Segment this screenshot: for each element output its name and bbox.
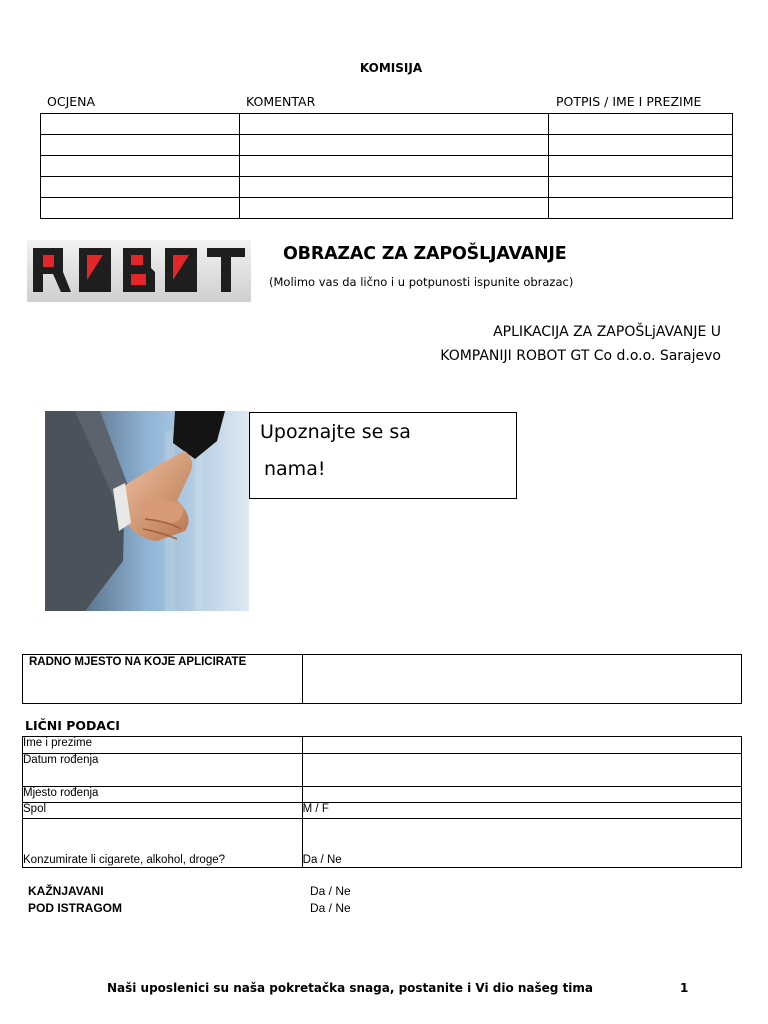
potpis-cell[interactable] (549, 198, 733, 219)
column-header-ocjena: OCJENA (47, 94, 96, 109)
table-row (23, 819, 742, 868)
form-title: OBRAZAC ZA ZAPOŠLJAVANJE (283, 244, 567, 264)
row-label: Mjesto rođenja (23, 787, 303, 803)
table-row (41, 198, 733, 219)
form-subtitle: (Molimo vas da lično i u potpunosti ispunite obrazac) (269, 275, 574, 289)
komentar-cell[interactable] (239, 114, 549, 135)
table-row (23, 787, 742, 803)
mjesto-rodjenja-input[interactable] (302, 787, 741, 803)
column-header-komentar: KOMENTAR (246, 94, 316, 109)
spol-value[interactable]: M / F (302, 803, 741, 819)
ocjena-cell[interactable] (41, 177, 240, 198)
application-line-2: KOMPANIJI ROBOT GT Co d.o.o. Sarajevo (440, 348, 721, 364)
table-row (23, 754, 742, 787)
table-row (41, 114, 733, 135)
potpis-cell[interactable] (549, 156, 733, 177)
robot-logo (27, 240, 251, 302)
radno-mjesto-table (22, 654, 742, 704)
komisija-title: KOMISIJA (359, 61, 423, 75)
radno-mjesto-input[interactable] (302, 655, 741, 704)
row-label: Spol (23, 803, 303, 819)
table-row (23, 803, 742, 819)
handshake-image (45, 411, 249, 611)
table-row (41, 177, 733, 198)
pod-istragom-value[interactable]: Da / Ne (310, 901, 351, 915)
potpis-cell[interactable] (549, 114, 733, 135)
ocjena-cell[interactable] (41, 198, 240, 219)
komentar-cell[interactable] (239, 135, 549, 156)
kaznjavani-label: KAŽNJAVANI (28, 884, 104, 898)
potpis-cell[interactable] (549, 177, 733, 198)
ime-prezime-input[interactable] (302, 737, 741, 754)
komentar-cell[interactable] (239, 156, 549, 177)
komentar-cell[interactable] (239, 198, 549, 219)
table-row (23, 737, 742, 754)
licni-podaci-title: LIČNI PODACI (25, 718, 120, 733)
application-line-1: APLIKACIJA ZA ZAPOŠLjAVANJE U (493, 324, 721, 340)
ocjena-cell[interactable] (41, 135, 240, 156)
pod-istragom-label: POD ISTRAGOM (28, 901, 123, 915)
footer-text: Naši uposlenici su naša pokretačka snaga, postanite i Vi dio našeg tima (106, 981, 594, 995)
datum-rodjenja-input[interactable] (302, 754, 741, 787)
radno-mjesto-label-cell (23, 655, 303, 704)
table-row (23, 655, 742, 704)
row-label: Datum rođenja (23, 754, 303, 787)
row-label: Ime i prezime (23, 737, 303, 754)
kaznjavani-value[interactable]: Da / Ne (310, 884, 351, 898)
page-number: 1 (680, 981, 689, 995)
komentar-cell[interactable] (239, 177, 549, 198)
column-header-potpis: POTPIS / IME I PREZIME (556, 94, 702, 109)
intro-line-2: nama! (264, 458, 326, 480)
licni-podaci-table (22, 736, 742, 868)
radno-mjesto-label: RADNO MJESTO NA KOJE APLICIRATE (29, 656, 247, 668)
intro-box (249, 412, 517, 499)
konzumirate-value[interactable]: Da / Ne (302, 819, 741, 868)
table-row (41, 135, 733, 156)
komisija-table (40, 113, 733, 219)
ocjena-cell[interactable] (41, 114, 240, 135)
row-label: Konzumirate li cigarete, alkohol, droge? (23, 819, 303, 868)
potpis-cell[interactable] (549, 135, 733, 156)
table-row (41, 156, 733, 177)
intro-line-1: Upoznajte se sa (260, 421, 411, 443)
ocjena-cell[interactable] (41, 156, 240, 177)
